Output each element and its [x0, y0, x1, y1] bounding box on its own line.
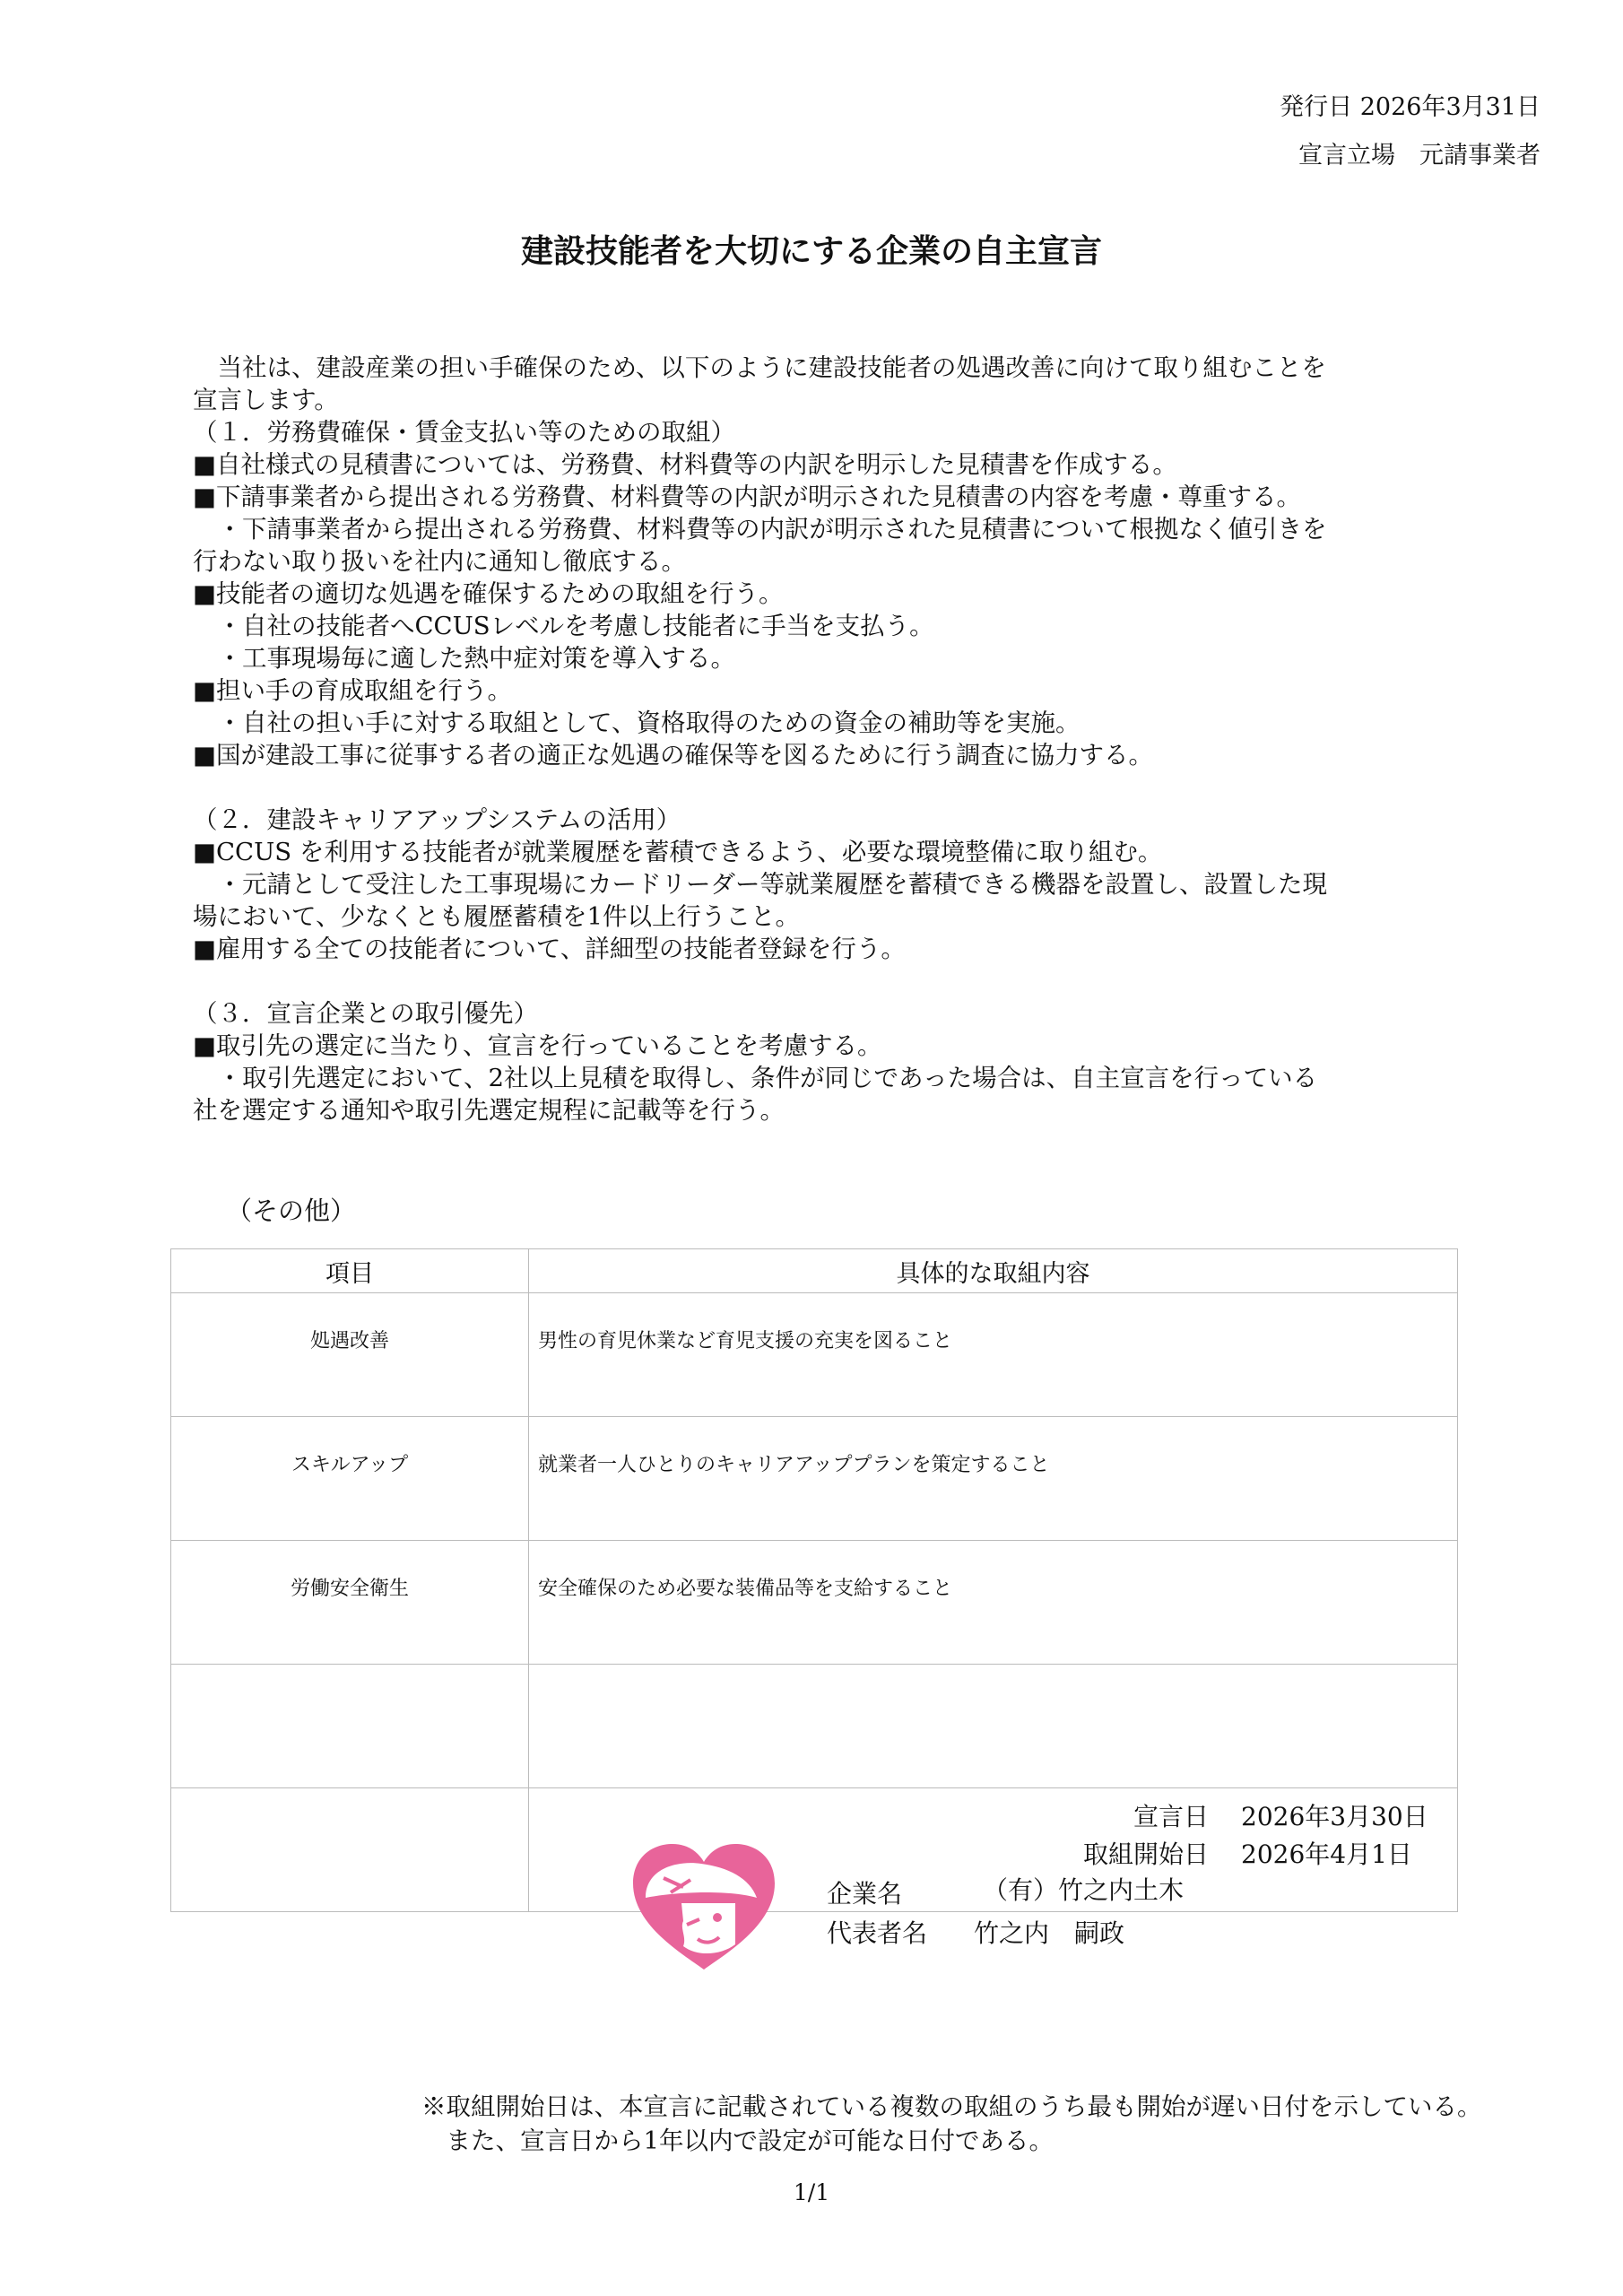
spacer — [193, 771, 1448, 804]
body-line: 場において、少なくとも履歴蓄積を1件以上行うこと。 — [193, 902, 800, 931]
body-line: ・自社の技能者へCCUSレベルを考慮し技能者に手当を支払う。 — [193, 612, 934, 640]
body-line: 行わない取り扱いを社内に通知し徹底する。 — [193, 547, 686, 576]
body-line: ■技能者の適切な処遇を確保するための取組を行う。 — [193, 579, 784, 608]
other-section-label: （その他） — [226, 1196, 357, 1226]
table-cell-content: 安全確保のため必要な装備品等を支給すること — [529, 1541, 1458, 1665]
page-number: 1/1 — [793, 2179, 830, 2205]
table-cell-item: スキルアップ — [171, 1417, 529, 1541]
table-cell-content — [529, 1665, 1458, 1788]
company-label: 企業名 — [827, 1879, 903, 1909]
body-line: ・工事現場毎に適した熱中症対策を導入する。 — [193, 644, 735, 673]
body-line: ■取引先の選定に当たり、宣言を行っていることを考慮する。 — [193, 1031, 882, 1060]
representative-label: 代表者名 — [827, 1918, 928, 1948]
table-row — [171, 1293, 1458, 1417]
page-title: 建設技能者を大切にする企業の自主宣言 — [520, 233, 1102, 270]
body-line: ■担い手の育成取組を行う。 — [193, 676, 512, 705]
body-line: ・下請事業者から提出される労務費、材料費等の内訳が明示された見積書について根拠なく値引きを — [193, 515, 1327, 544]
heart-face-logo-icon — [628, 1839, 780, 1977]
column-header-item: 項目 — [171, 1249, 529, 1293]
spacer — [193, 965, 1448, 997]
representative-name: 竹之内 嗣政 — [974, 1918, 1125, 1948]
table-row — [171, 1541, 1458, 1665]
section-heading: （２．建設キャリアアップシステムの活用） — [193, 805, 681, 834]
table-cell-item: 労働安全衛生 — [171, 1541, 529, 1665]
section-heading: （３．宣言企業との取引優先） — [193, 999, 538, 1028]
table-cell-item: 処遇改善 — [171, 1293, 529, 1417]
section-heading: （１．労務費確保・賃金支払い等のための取組） — [193, 418, 735, 447]
declaration-date: 2026年3月30日 — [1241, 1802, 1428, 1831]
body-line: ■CCUS を利用する技能者が就業履歴を蓄積できるよう、必要な環境整備に取り組む。 — [193, 838, 1163, 866]
body-line: ■自社様式の見積書については、労務費、材料費等の内訳を明示した見積書を作成する。 — [193, 450, 1177, 479]
body-line: ・自社の担い手に対する取組として、資格取得のための資金の補助等を実施。 — [193, 709, 1081, 737]
body-line: ■下請事業者から提出される労務費、材料費等の内訳が明示された見積書の内容を考慮・尊重する。 — [193, 483, 1301, 511]
declaration-date-label: 宣言日 — [1133, 1802, 1210, 1831]
table-cell-content: 男性の育児休業など育児支援の充実を図ること — [529, 1293, 1458, 1417]
table-header-row — [171, 1249, 1458, 1293]
body-line: ・元請として受注した工事現場にカードリーダー等就業履歴を蓄積できる機器を設置し、設置した現 — [193, 870, 1327, 899]
body-line: ■雇用する全ての技能者について、詳細型の技能者登録を行う。 — [193, 935, 906, 963]
declaration-stance: 宣言立場 元請事業者 — [1298, 142, 1541, 170]
footnote — [421, 2090, 1482, 2158]
body-line: ・取引先選定において、2社以上見積を取得し、条件が同じであった場合は、自主宣言を行っている — [193, 1064, 1318, 1092]
column-header-content: 具体的な取組内容 — [529, 1249, 1458, 1293]
table-row — [171, 1417, 1458, 1541]
start-date: 2026年4月1日 — [1241, 1839, 1412, 1869]
table-cell-item — [171, 1665, 529, 1788]
body-line: 社を選定する通知や取引先選定規程に記載等を行う。 — [193, 1096, 785, 1125]
table-row — [171, 1665, 1458, 1788]
body-line: ■国が建設工事に従事する者の適正な処遇の確保等を図るために行う調査に協力する。 — [193, 741, 1153, 770]
body-line: 当社は、建設産業の担い手確保のため、以下のように建設技能者の処遇改善に向けて取り組むことを — [193, 353, 1326, 382]
body-line: 宣言します。 — [193, 386, 339, 414]
issue-date: 発行日 2026年3月31日 — [1280, 93, 1541, 121]
table-cell-item — [171, 1788, 529, 1912]
company-name: （有）竹之内土木 — [983, 1875, 1185, 1905]
footnote-line: ※取組開始日は、本宣言に記載されている複数の取組のうち最も開始が遅い日付を示している。 — [421, 2092, 1482, 2121]
footnote-line: また、宣言日から1年以内で設定が可能な日付である。 — [421, 2126, 1054, 2155]
declaration-body — [193, 352, 1448, 1126]
table-cell-content: 就業者一人ひとりのキャリアアッププランを策定すること — [529, 1417, 1458, 1541]
start-date-label: 取組開始日 — [1083, 1839, 1210, 1869]
